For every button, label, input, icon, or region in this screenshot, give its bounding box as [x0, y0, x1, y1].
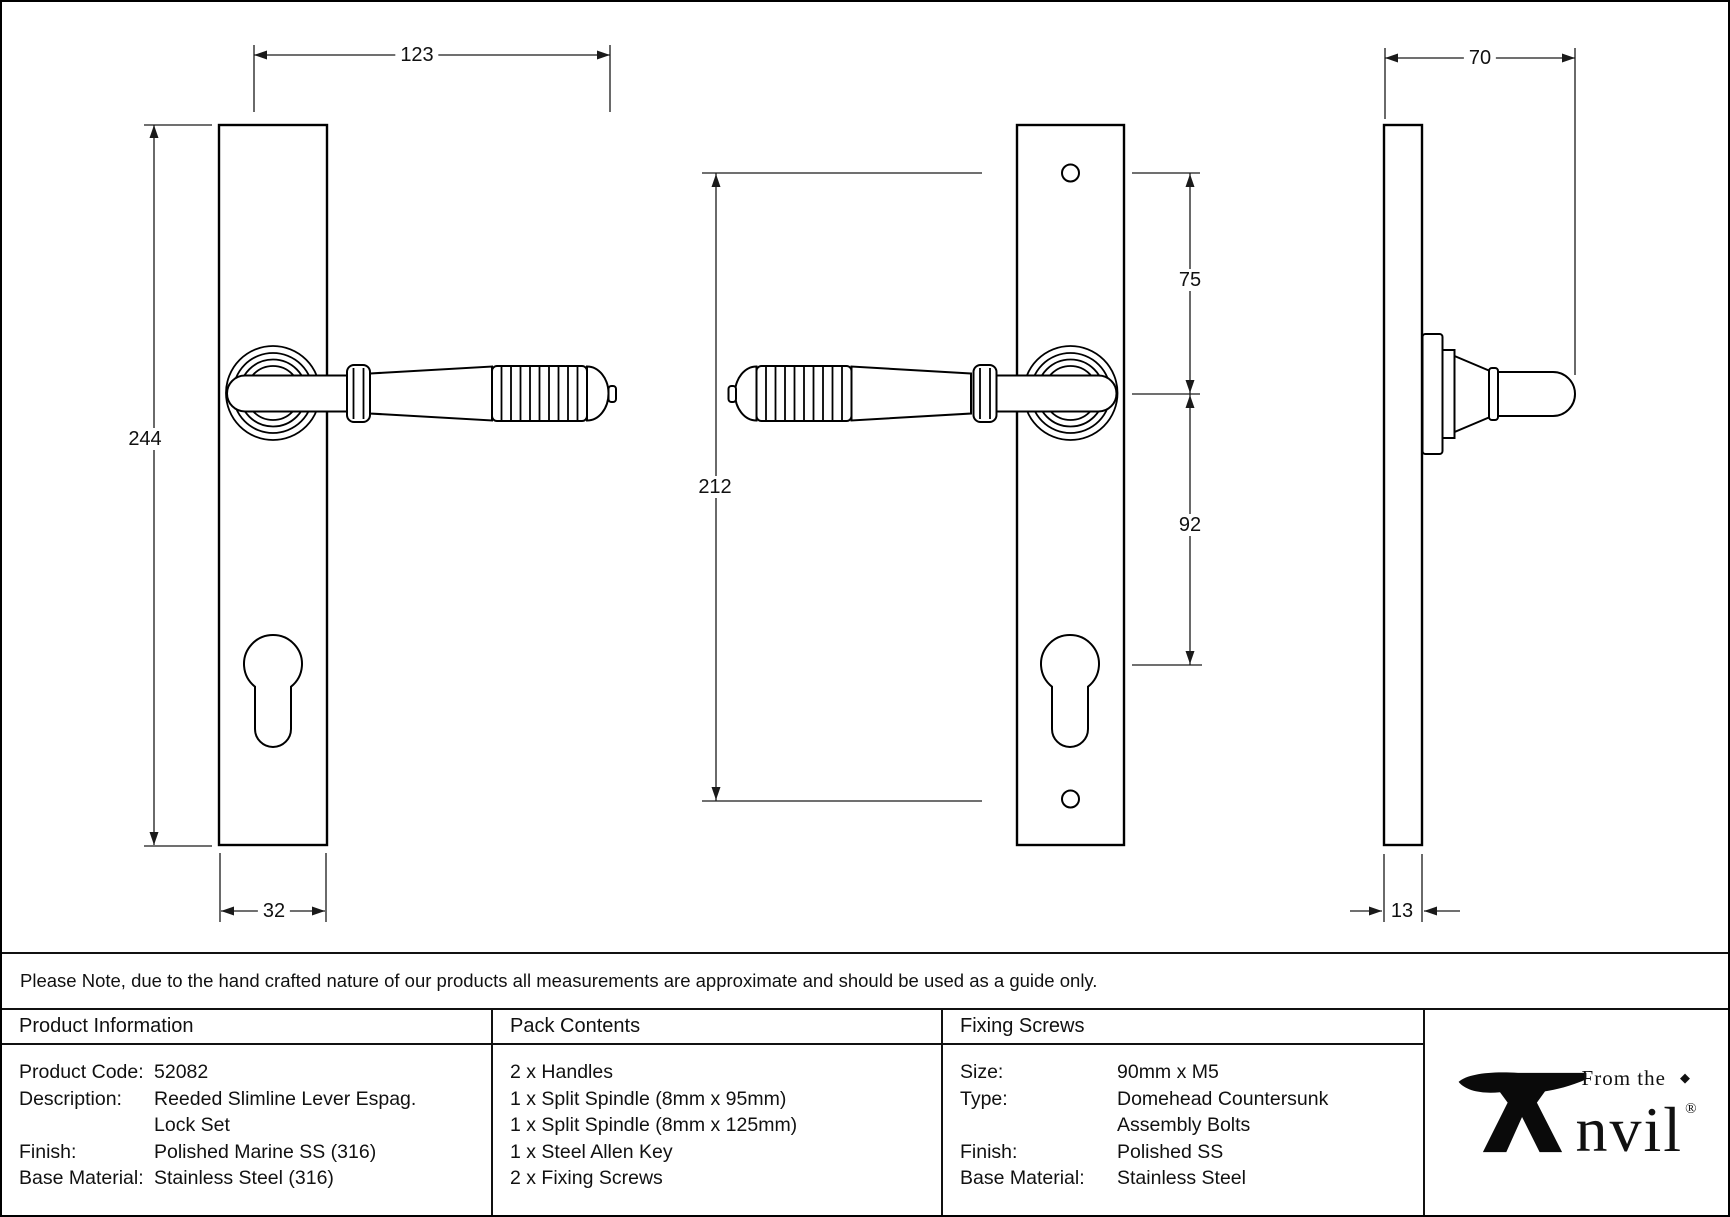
measurement-note-text: Please Note, due to the hand crafted nature of our products all measurements are approximate and should be used as a guide only. — [20, 970, 1098, 991]
dim-label-plate-thickness: 13 — [1386, 900, 1418, 922]
list-item: 1 x Split Spindle (8mm x 125mm) — [510, 1114, 798, 1136]
list-item: 1 x Steel Allen Key — [510, 1140, 673, 1163]
brand-logo-cell — [1425, 1010, 1728, 1215]
list-item: 1 x Split Spindle (8mm x 95mm) — [510, 1087, 787, 1110]
dim-label-screw-to-spindle: 75 — [1174, 269, 1206, 291]
brand-column — [1425, 1010, 1728, 1215]
table-row: Size: 90mm x M5 — [960, 1061, 1219, 1083]
backplate-side — [1384, 125, 1422, 845]
dim-screw-centres — [702, 173, 982, 801]
pack-contents-column — [493, 1010, 943, 1215]
table-row: Type: Domehead Countersunk — [960, 1087, 1329, 1110]
front-view-drawing — [144, 45, 616, 922]
list-item: 2 x Fixing Screws — [510, 1167, 663, 1189]
top-screw-hole — [1062, 165, 1079, 182]
table-row: Assembly Bolts — [1117, 1114, 1251, 1136]
table-row: Description: Reeded Slimline Lever Espag. — [19, 1087, 417, 1110]
brand-name: nvil ® — [1575, 1093, 1699, 1165]
table-row: Finish: Polished Marine SS (316) — [19, 1140, 377, 1163]
table-row: Base Material: Stainless Steel — [960, 1167, 1246, 1189]
dim-label-lever-length: 123 — [395, 44, 438, 66]
table-row: Product Code: 52082 — [19, 1061, 209, 1083]
fixing-screws-body — [943, 1045, 1423, 1192]
list-item: 2 x Handles — [510, 1061, 613, 1083]
product-info-header: Product Information — [2, 1010, 491, 1045]
registered-mark: ® — [1685, 1100, 1699, 1117]
dim-label-plate-width: 32 — [258, 900, 290, 922]
bottom-screw-hole — [1062, 791, 1079, 808]
from-the-anvil-logo — [1455, 1064, 1699, 1165]
spec-table — [2, 1010, 1728, 1215]
dim-label-plate-height: 244 — [123, 428, 166, 450]
diamond-icon: ◆ — [1679, 1070, 1691, 1085]
dim-plate-height — [144, 125, 212, 846]
dim-label-spindle-to-cylinder: 92 — [1174, 514, 1206, 536]
dim-label-projection: 70 — [1464, 47, 1496, 69]
brand-wordmark — [1575, 1064, 1699, 1165]
anvil-icon — [1455, 1064, 1590, 1161]
fixing-screws-column — [943, 1010, 1425, 1215]
product-info-body — [2, 1045, 491, 1192]
table-row: Finish: Polished SS — [960, 1140, 1224, 1163]
pack-contents-header: Pack Contents — [493, 1010, 941, 1045]
measurement-note-bar — [2, 952, 1728, 1010]
dim-75-92-chain — [1132, 173, 1202, 665]
technical-drawing — [2, 2, 1730, 952]
table-row: Base Material: Stainless Steel (316) — [19, 1167, 334, 1189]
dim-label-screw-centres: 212 — [693, 476, 736, 498]
product-info-column — [2, 1010, 493, 1215]
lever-side-profile — [1423, 334, 1576, 454]
side-view-drawing — [1350, 48, 1575, 922]
brand-tagline: From the ◆ — [1581, 1065, 1691, 1090]
fixing-screws-header: Fixing Screws — [943, 1010, 1423, 1045]
table-row: Lock Set — [154, 1114, 230, 1136]
front-view-mirrored-drawing — [702, 125, 1202, 845]
pack-contents-body — [493, 1045, 941, 1192]
